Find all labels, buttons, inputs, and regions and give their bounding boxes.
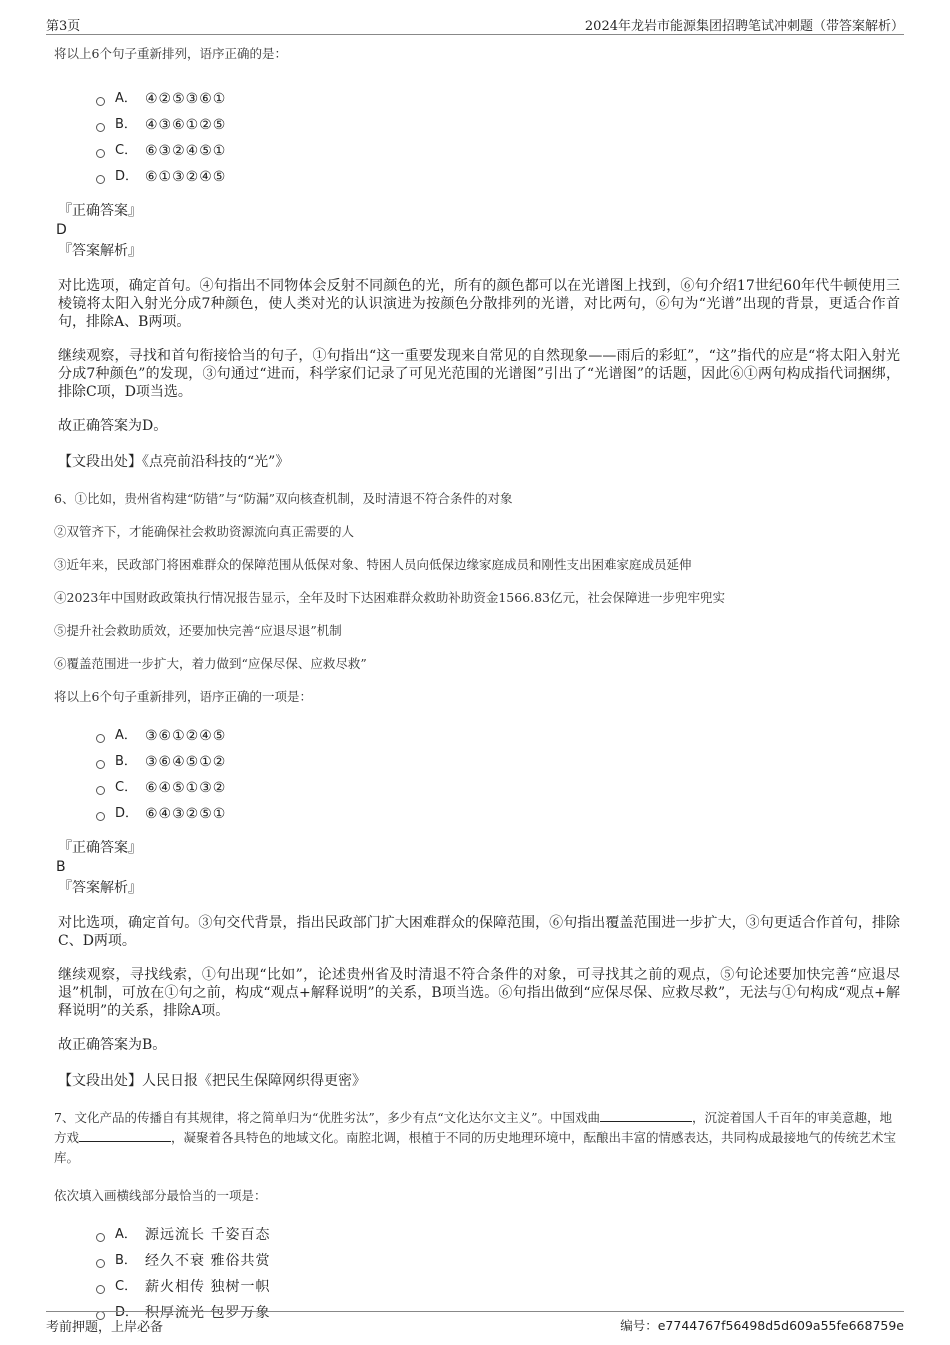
page-header [46,12,904,35]
q6-option-d[interactable]: D． ⑥④③②⑤① [96,801,900,827]
q5-analysis-label: 『答案解析』 [58,243,142,259]
q6-analysis-label: 『答案解析』 [58,880,142,896]
radio-icon[interactable] [96,175,105,184]
q7-option-b[interactable]: B． 经久不衰 雅俗共赏 [96,1248,900,1274]
fill-blank-2 [79,1129,171,1142]
footer-serial: 编号：e7744767f56498d5d609a55fe668759e [620,1318,904,1333]
radio-icon[interactable] [96,760,105,769]
radio-icon[interactable] [96,1233,105,1242]
q7-option-c[interactable]: C． 薪火相传 独树一帜 [96,1274,900,1300]
q5-option-a[interactable]: A． ④②⑤③⑥① [96,86,900,112]
radio-icon[interactable] [96,149,105,158]
q6-sentence-6: ⑥覆盖范围进一步扩大，着力做到“应保尽保、应救尽救” [54,656,367,671]
q6-analysis-3: 故正确答案为B。 [58,1037,167,1053]
page-content [54,44,900,1338]
q6-source: 【文段出处】人民日报《把民生保障网织得更密》 [58,1073,366,1089]
q6-answer-label: 『正确答案』 [58,840,142,856]
radio-icon[interactable] [96,812,105,821]
fill-blank-1 [600,1109,692,1122]
radio-icon[interactable] [96,786,105,795]
document-title: 2024年龙岩市能源集团招聘笔试冲刺题（带答案解析） [584,19,904,34]
q7-prompt: 依次填入画横线部分最恰当的一项是： [54,1188,267,1203]
q6-sentence-1: 6、①比如，贵州省构建“防错”与“防漏”双向核查机制，及时清退不符合条件的对象 [54,491,513,506]
q5-answer: D [56,222,67,238]
q5-options [96,86,900,190]
q6-answer: B [56,859,66,875]
q6-option-c[interactable]: C． ⑥④⑤①③② [96,775,900,801]
q5-source: 【文段出处】《点亮前沿科技的“光”》 [58,454,290,470]
page-footer [46,1311,904,1338]
q6-option-a[interactable]: A． ③⑥①②④⑤ [96,723,900,749]
q5-prompt: 将以上6个句子重新排列，语序正确的是： [54,46,287,61]
q5-analysis-1: 对比选项，确定首句。④句指出不同物体会反射不同颜色的光，所有的颜色都可以在光谱图上找到，⑥句介绍17世纪60年代牛顿使用三棱镜将太阳入射光分成7种颜色，使人类对光的认识演进为按颜色分散排列的光谱，对比两句，⑥句为“光谱”出现的背景，更适合作首句，排除A、B两项。 [58,278,900,330]
q6-options [96,723,900,827]
q6-sentence-5: ⑤提升社会救助质效，还要加快完善“应退尽退”机制 [54,623,342,638]
radio-icon[interactable] [96,734,105,743]
q7-option-d[interactable]: D． 积厚流光 包罗万象 [96,1300,900,1326]
q7-option-a[interactable]: A． 源远流长 千姿百态 [96,1222,900,1248]
q6-sentence-2: ②双管齐下，才能确保社会救助资源流向真正需要的人 [54,524,355,539]
q7-passage: 7、文化产品的传播自有其规律，将之简单归为“优胜劣汰”，多少有点“文化达尔文主义”。中国戏曲 ，沉淀着国人千百年的审美意趣，地方戏 ，凝聚着各具特色的地域文化。南腔北调，根植于不同的历史地理环境中，酝酿出丰富的情感表达，共同构成最接地气的传统艺术宝库。 [54,1110,897,1165]
q6-option-b[interactable]: B． ③⑥④⑤①② [96,749,900,775]
q6-sentence-3: ③近年来，民政部门将困难群众的保障范围从低保对象、特困人员向低保边缘家庭成员和刚性支出困难家庭成员延伸 [54,557,692,572]
q5-option-d[interactable]: D． ⑥①③②④⑤ [96,164,900,190]
q6-analysis-2: 继续观察，寻找线索，①句出现“比如”，论述贵州省及时清退不符合条件的对象，可寻找其之前的观点，⑤句论述要加快完善“应退尽退”机制，可放在①句之前，构成“观点+解释说明”的关系，B项当选。⑥句指出做到“应保尽保、应救尽救”，无法与①句构成“观点+解释说明”的关系，排除A项。 [58,967,900,1019]
radio-icon[interactable] [96,1259,105,1268]
q5-option-b[interactable]: B． ④③⑥①②⑤ [96,112,900,138]
q5-analysis-2: 继续观察，寻找和首句衔接恰当的句子，①句指出“这一重要发现来自常见的自然现象——雨后的彩虹”，“这”指代的应是“将太阳入射光分成7种颜色”的发现，③句通过“进而，科学家们记录了可见光范围的光谱图”引出了“光谱图”的话题，因此⑥①两句构成指代词捆绑，排除C项，D项当选。 [58,348,900,400]
radio-icon[interactable] [96,97,105,106]
q5-option-c[interactable]: C． ⑥③②④⑤① [96,138,900,164]
q5-analysis-3: 故正确答案为D。 [58,418,168,434]
q6-sentence-4: ④2023年中国财政政策执行情况报告显示，全年及时下达困难群众救助补助资金1566.83亿元，社会保障进一步兜牢兜实 [54,590,726,605]
q6-analysis-1: 对比选项，确定首句。③句交代背景，指出民政部门扩大困难群众的保障范围，⑥句指出覆盖范围进一步扩大，③句更适合作首句，排除C、D两项。 [58,915,900,949]
page-number: 第3页 [46,19,81,34]
radio-icon[interactable] [96,1285,105,1294]
radio-icon[interactable] [96,123,105,132]
q6-prompt: 将以上6个句子重新排列，语序正确的一项是： [54,689,312,704]
q5-answer-label: 『正确答案』 [58,203,142,219]
footer-slogan: 考前押题，上岸必备 [46,1320,164,1335]
